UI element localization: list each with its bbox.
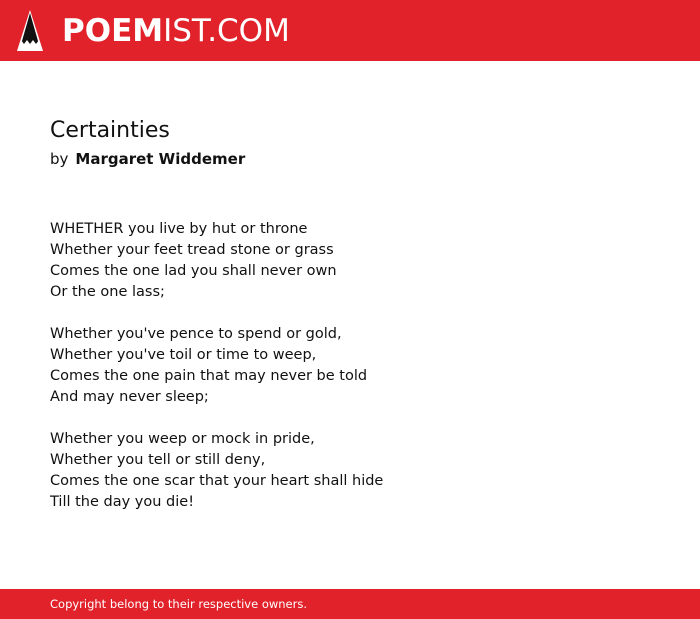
site-logo[interactable]	[62, 11, 290, 51]
stanza	[50, 324, 650, 408]
poem-line: Comes the one scar that your heart shall hide	[50, 473, 384, 489]
site-header	[0, 0, 700, 61]
poem-title: Certainties	[50, 118, 170, 143]
poem-line: Comes the one pain that may never be told	[50, 368, 368, 384]
author-name[interactable]: Margaret Widdemer	[75, 150, 246, 168]
poem-line: Whether you tell or still deny,	[50, 452, 266, 468]
copyright-text: Copyright belong to their respective owners.	[50, 597, 308, 611]
logo-bold-text: POEM	[62, 13, 164, 49]
poem-line: WHETHER you live by hut or throne	[50, 221, 308, 237]
poem-body	[50, 219, 650, 534]
poem-line: Whether your feet tread stone or grass	[50, 242, 334, 258]
byline	[50, 149, 245, 169]
poem-line: Or the one lass;	[50, 284, 165, 300]
stanza	[50, 429, 650, 513]
pencil-tip-icon[interactable]	[17, 10, 43, 51]
poem-line: Whether you weep or mock in pride,	[50, 431, 315, 447]
logo-light-text: IST.COM	[163, 13, 290, 49]
site-footer	[0, 589, 700, 619]
poem-line: Whether you've pence to spend or gold,	[50, 326, 342, 342]
poem-line: Whether you've toil or time to weep,	[50, 347, 317, 363]
poem-line: And may never sleep;	[50, 389, 209, 405]
poem-line: Comes the one lad you shall never own	[50, 263, 337, 279]
stanza	[50, 219, 650, 303]
by-label: by	[50, 150, 69, 168]
poem-line: Till the day you die!	[50, 494, 195, 510]
